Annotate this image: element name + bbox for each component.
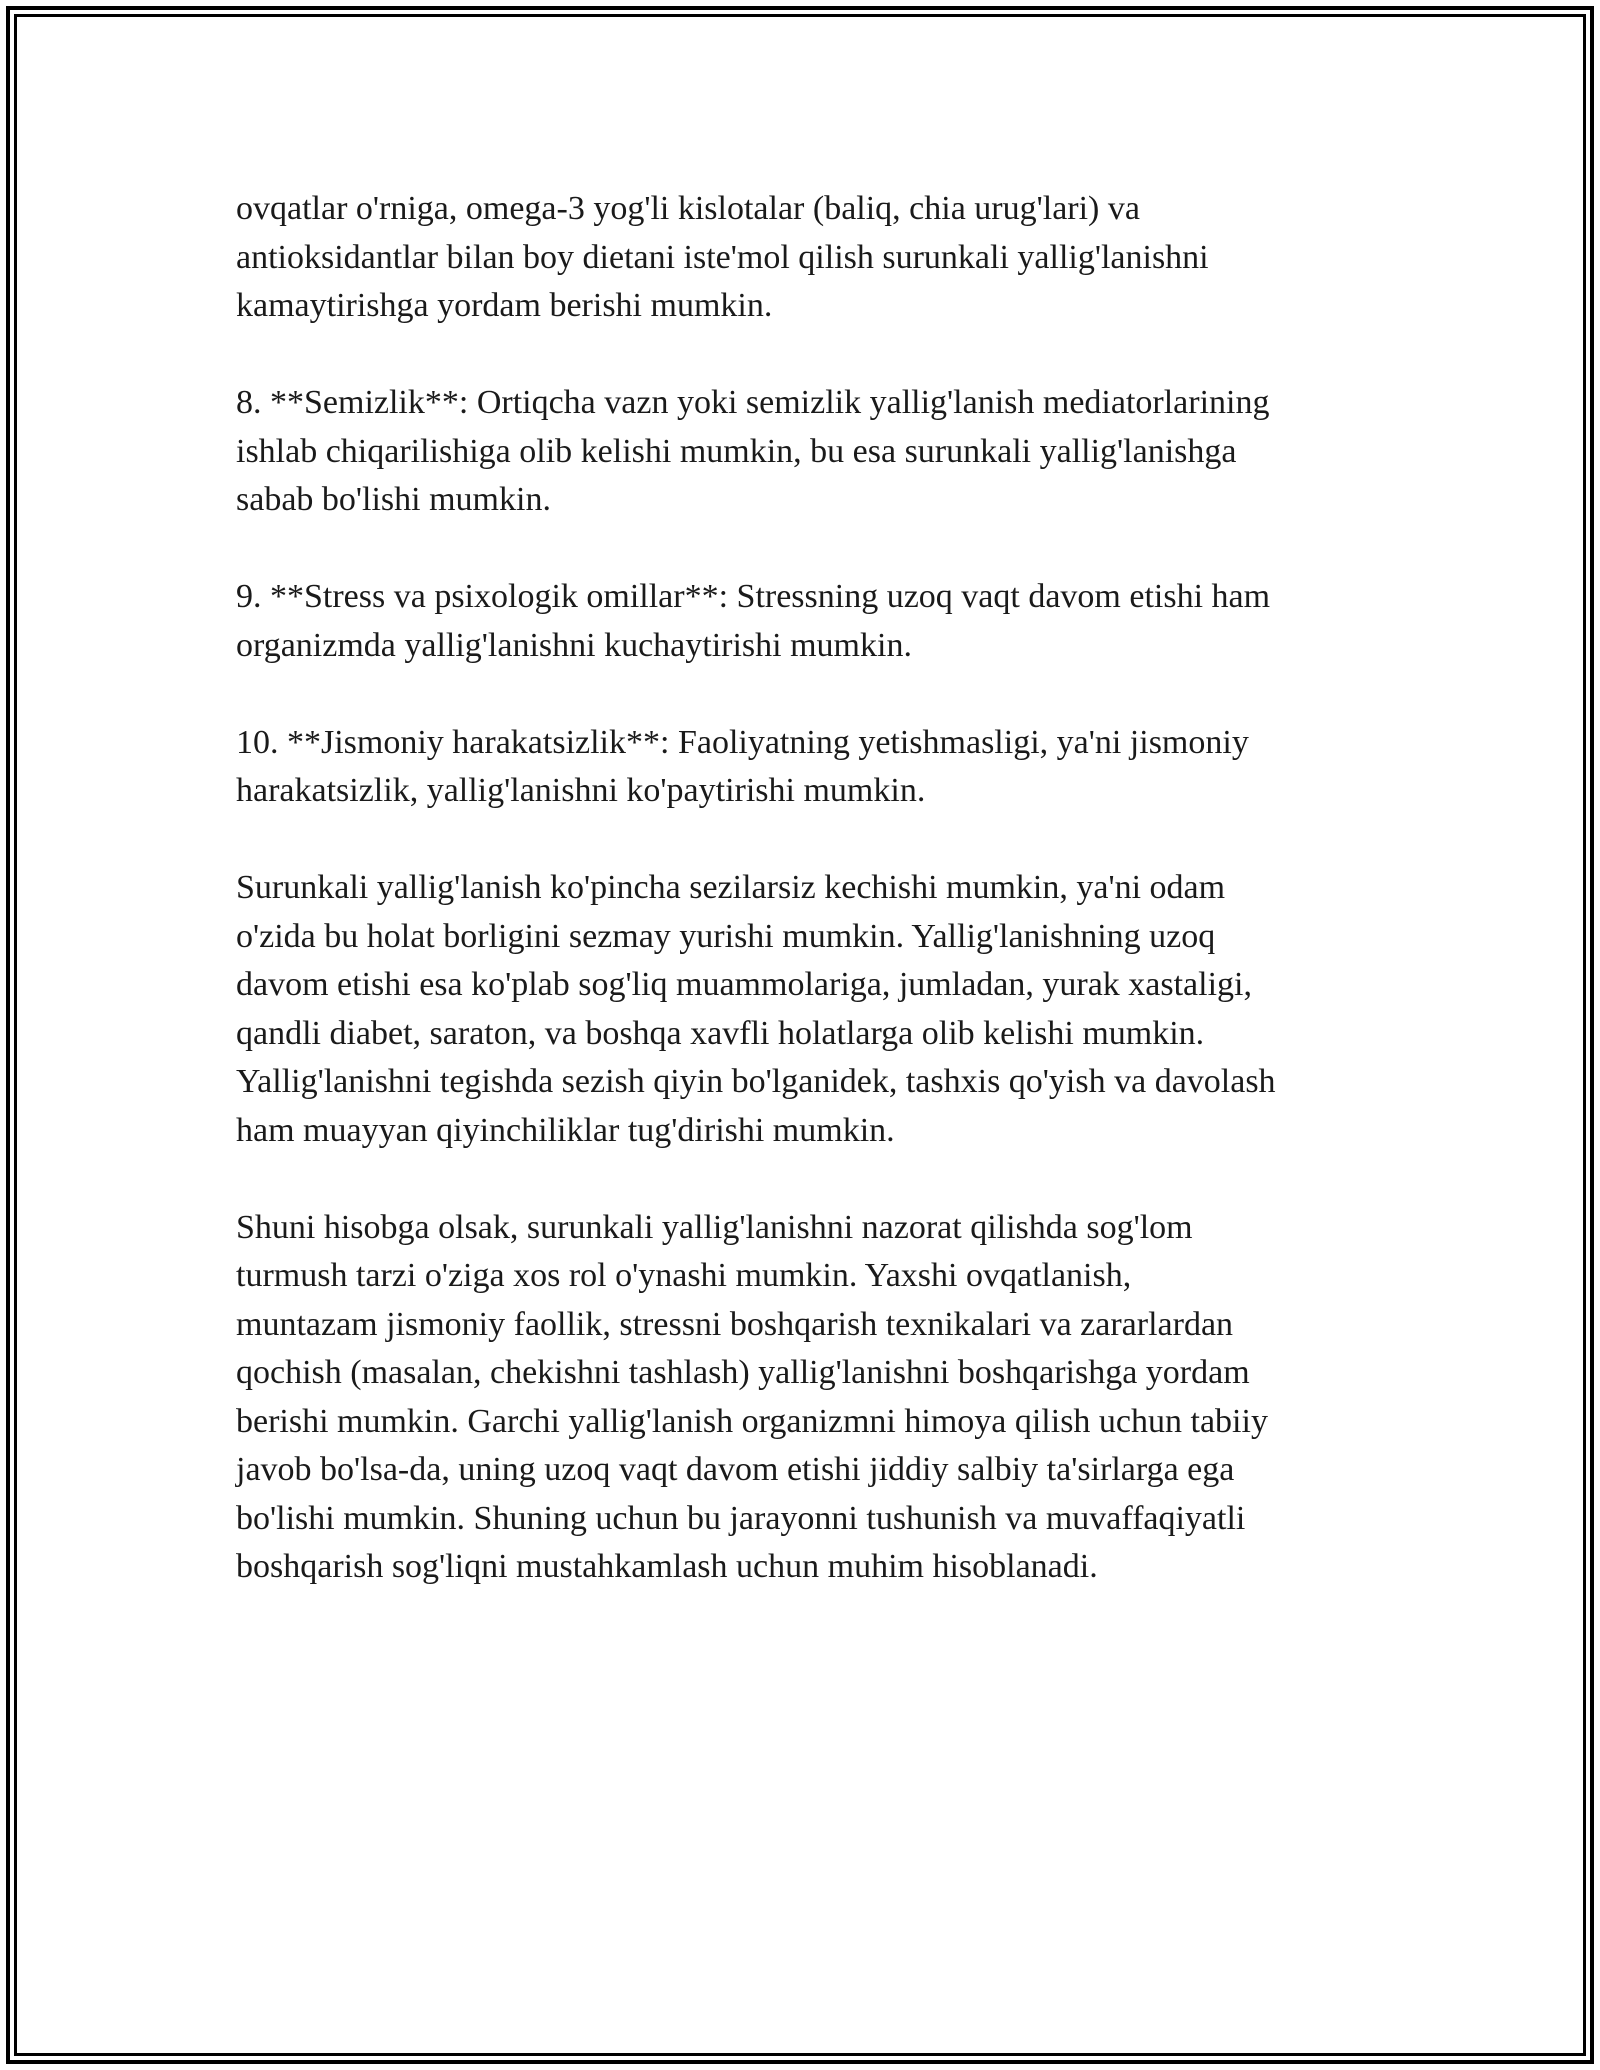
- paragraph-obesity: 8. **Semizlik**: Ortiqcha vazn yoki semizlik yallig'lanish mediatorlarining ishlab chiqarilishiga olib kelishi mumkin, bu esa surunkali yallig'lanishga sabab bo'lishi mumkin.: [236, 384, 1270, 518]
- paragraph-chronic-inflammation: Surunkali yallig'lanish ko'pincha sezilarsiz kechishi mumkin, ya'ni odam o'zida bu holat borligini sezmay yurishi mumkin. Yallig'lanishning uzoq davom etishi esa ko'plab sog'liq muammolariga, jumladan, yurak xastaligi, qandli diabet, saraton, va boshqa xavfli holatlarga olib kelishi mumkin. Yallig'lanishni tegishda sezish qiyin bo'lganidek, tashxis qo'yish va davolash ham muayyan qiyinchiliklar tug'dirishi mumkin.: [236, 869, 1276, 1149]
- paragraph-diet-continuation: ovqatlar o'rniga, omega-3 yog'li kislotalar (baliq, chia urug'lari) va antioksidantlar bilan boy dietani iste'mol qilish surunkali yallig'lanishni kamaytirishga yordam berishi mumkin.: [236, 190, 1209, 324]
- document-body: [236, 185, 1376, 1592]
- paragraph-stress: 9. **Stress va psixologik omillar**: Stressning uzoq vaqt davom etishi ham organizmda yallig'lanishni kuchaytirishi mumkin.: [236, 578, 1271, 664]
- paragraph-physical-inactivity: 10. **Jismoniy harakatsizlik**: Faoliyatning yetishmasligi, ya'ni jismoniy harakatsizlik, yallig'lanishni ko'paytirishi mumkin.: [236, 723, 1249, 809]
- paragraph-conclusion: Shuni hisobga olsak, surunkali yallig'lanishni nazorat qilishda sog'lom turmush tarzi o'ziga xos rol o'ynashi mumkin. Yaxshi ovqatlanish, muntazam jismoniy faollik, stressni boshqarish texnikalari va zararlardan qochish (masalan, chekishni tashlash) yallig'lanishni boshqarishga yordam berishi mumkin. Garchi yallig'lanish organizmni himoya qilish uchun tabiiy javob bo'lsa-da, uning uzoq vaqt davom etishi jiddiy salbiy ta'sirlarga ega bo'lishi mumkin. Shuning uchun bu jarayonni tushunish va muvaffaqiyatli boshqarish sog'liqni mustahkamlash uchun muhim hisoblanadi.: [236, 1208, 1268, 1585]
